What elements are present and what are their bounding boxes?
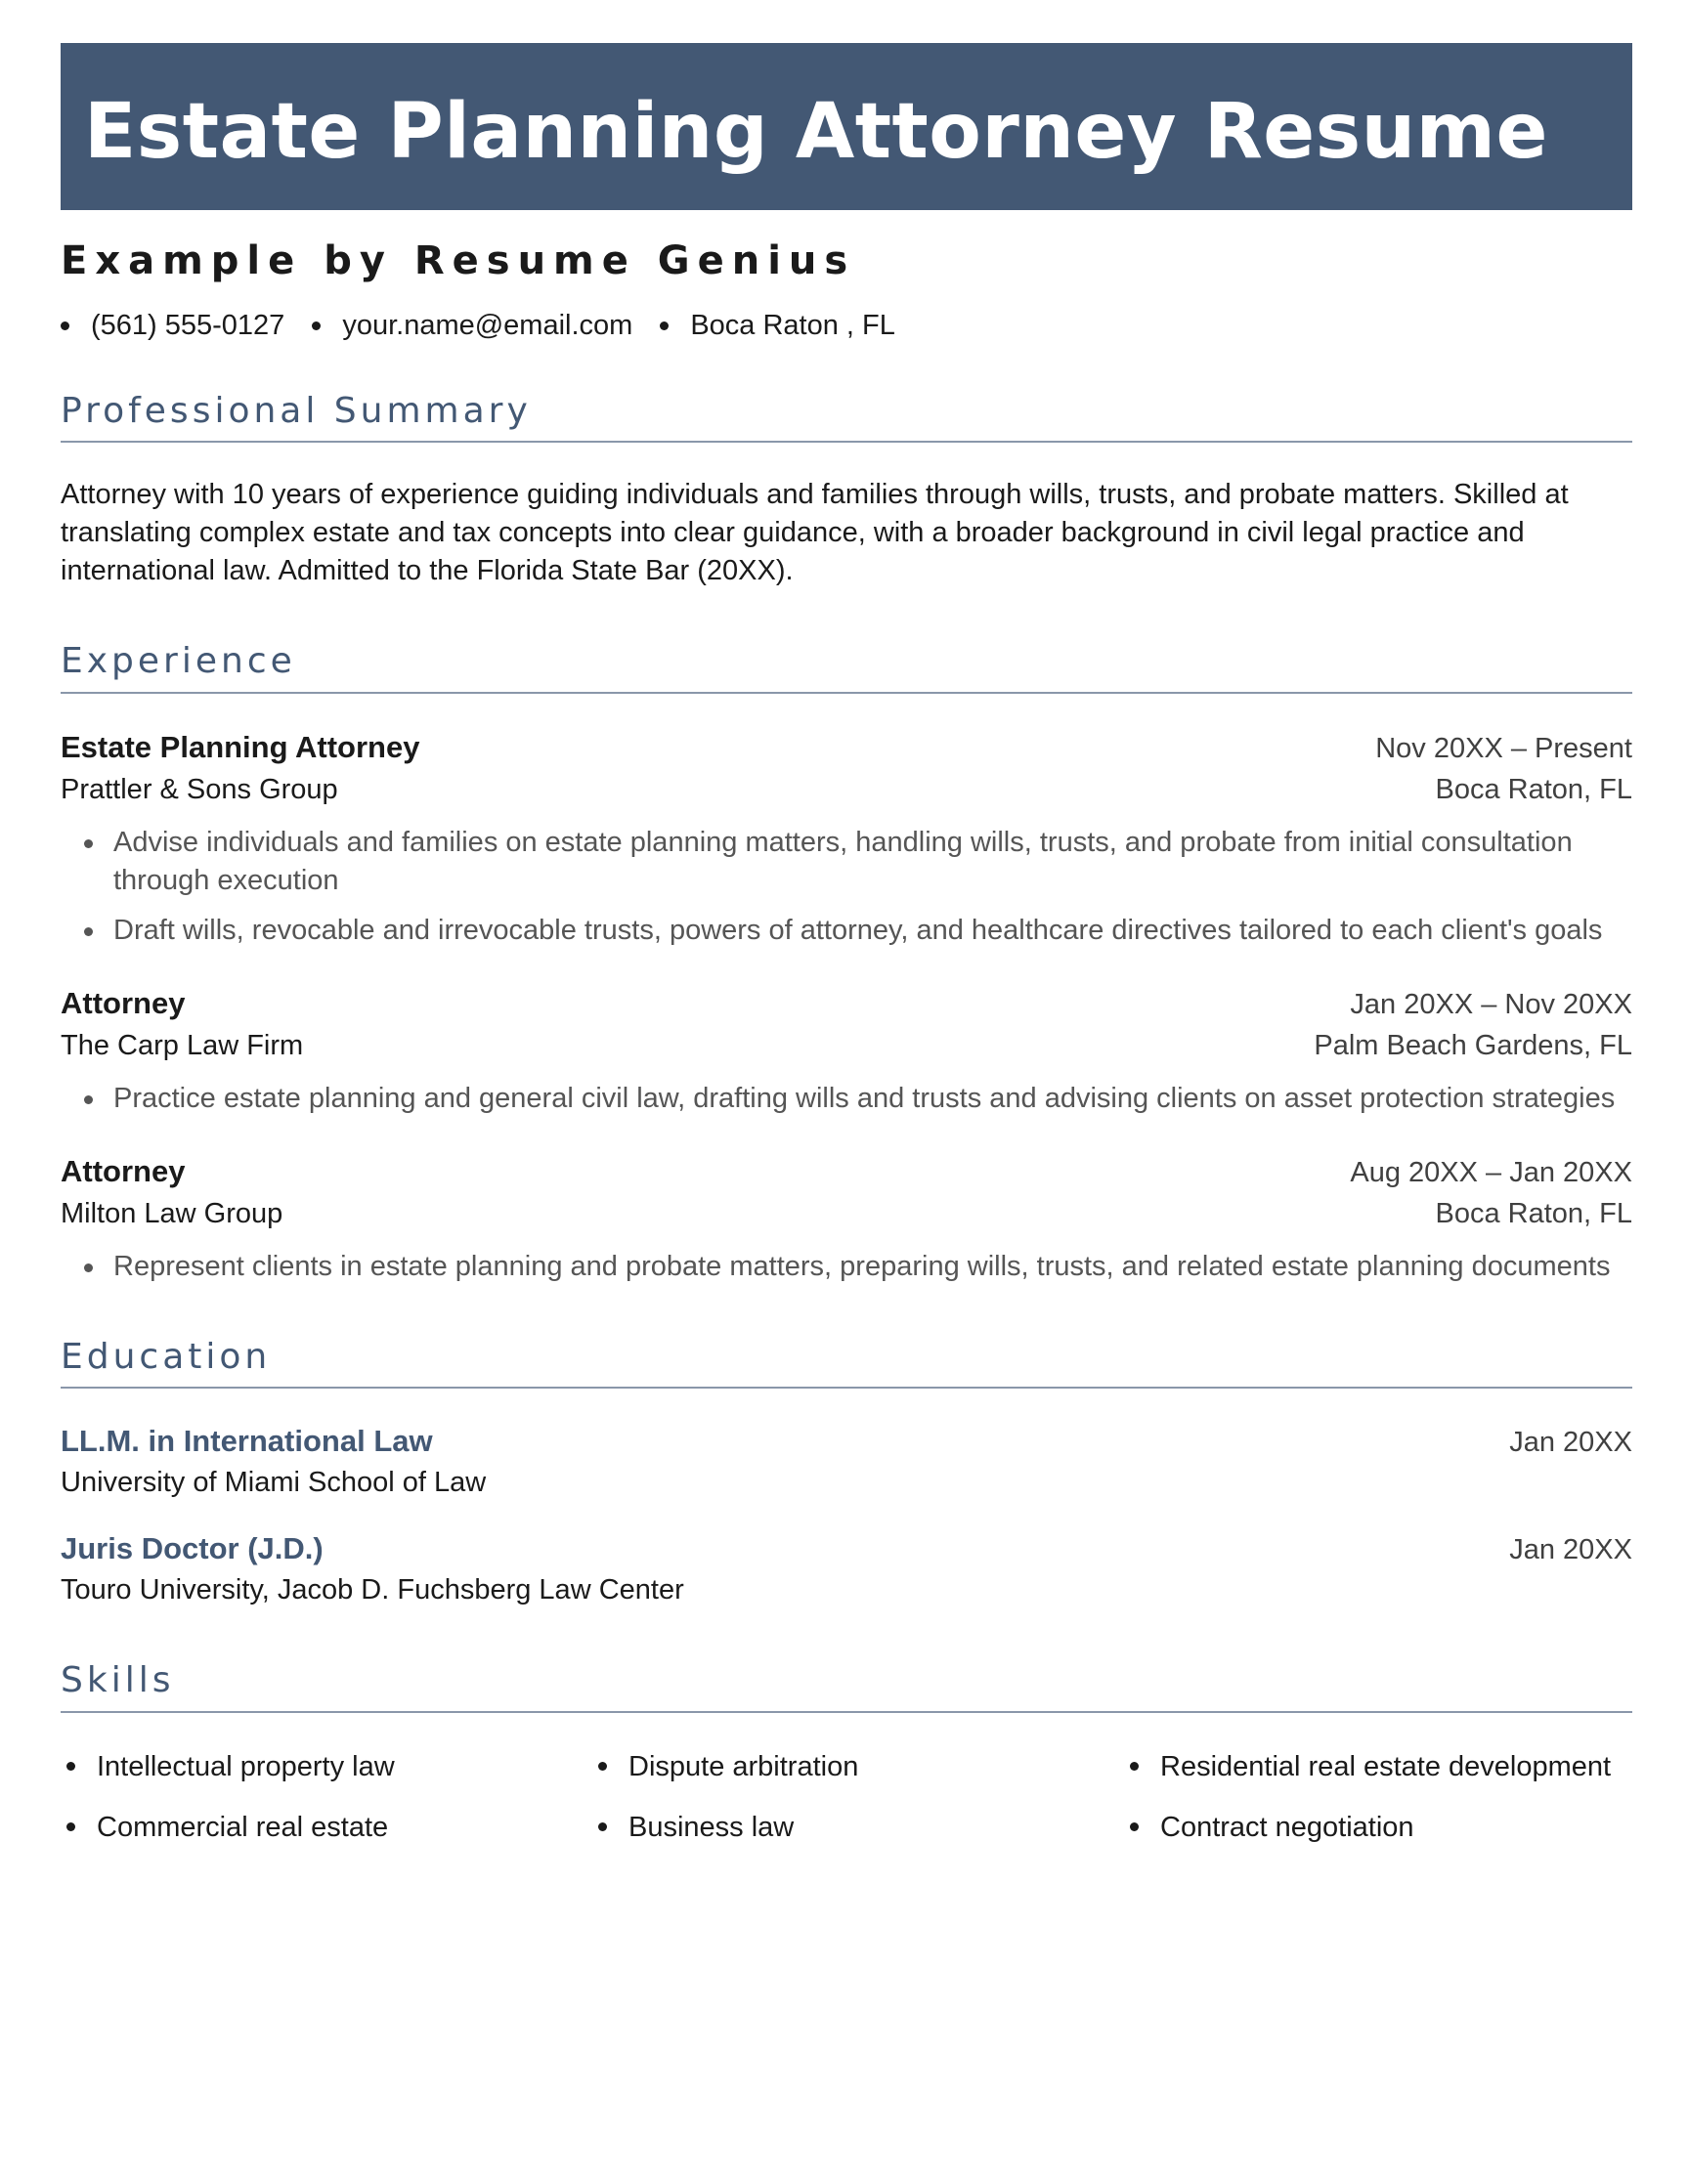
summary-section	[61, 391, 1632, 590]
school-name: Touro University, Jacob D. Fuchsberg Law Center	[61, 1574, 684, 1606]
contact-info	[61, 312, 1632, 340]
job-bullet: Advise individuals and families on estate planning matters, handling wills, trusts, and probate from initial consultation through execution	[61, 824, 1632, 900]
experience-section	[61, 641, 1632, 1285]
skill-item	[61, 1748, 592, 1785]
job-bullets	[61, 1080, 1632, 1118]
resume-page	[61, 43, 1632, 1846]
job-location: Boca Raton, FL	[1435, 773, 1632, 805]
title-banner	[61, 43, 1632, 210]
skills-section	[61, 1660, 1632, 1845]
degree-title: LL.M. in International Law	[61, 1424, 433, 1459]
job-location: Palm Beach Gardens, FL	[1314, 1029, 1632, 1061]
skill-label: Commercial real estate	[97, 1811, 389, 1843]
job-company: Milton Law Group	[61, 1197, 283, 1229]
summary-heading: Professional Summary	[61, 391, 1632, 443]
bullet-icon	[312, 321, 321, 330]
job-title: Attorney	[61, 1153, 186, 1188]
location-text: Boca Raton , FL	[690, 310, 895, 341]
contact-email	[312, 312, 632, 340]
skill-label: Dispute arbitration	[628, 1750, 859, 1782]
subtitle: Example by Resume Genius	[61, 238, 856, 283]
contact-phone	[61, 312, 284, 340]
degree-date: Jan 20XX	[1509, 1534, 1632, 1566]
job-dates: Jan 20XX – Nov 20XX	[1350, 988, 1632, 1020]
job-title: Estate Planning Attorney	[61, 729, 420, 764]
degree-title: Juris Doctor (J.D.)	[61, 1531, 324, 1566]
summary-text: Attorney with 10 years of experience guiding individuals and families through wills, trusts, and probate matters. Skilled at translating complex estate and tax concepts into clear guidance, with a broader background in civil legal practice and international law. Admitted to the Florida State Bar (20XX).	[61, 479, 1569, 587]
bullet-icon	[1130, 1822, 1139, 1831]
skills-list	[61, 1748, 1632, 1846]
job-dates: Nov 20XX – Present	[1375, 732, 1632, 764]
skill-label: Business law	[628, 1811, 795, 1843]
bullet-icon	[61, 321, 69, 330]
phone-text: (561) 555-0127	[91, 310, 285, 341]
job-entry	[61, 1151, 1632, 1286]
skills-heading: Skills	[61, 1660, 1632, 1712]
job-bullet: Draft wills, revocable and irrevocable trusts, powers of attorney, and healthcare directives tailored to each client's goals	[61, 912, 1632, 950]
email-text: your.name@email.com	[342, 310, 633, 341]
education-section	[61, 1337, 1632, 1609]
bullet-icon	[66, 1822, 75, 1831]
bullet-icon	[660, 321, 669, 330]
job-entry	[61, 727, 1632, 950]
job-entry	[61, 983, 1632, 1118]
skill-item	[1124, 1748, 1632, 1785]
job-bullet: Represent clients in estate planning and probate matters, preparing wills, trusts, and related estate planning documents	[61, 1248, 1632, 1286]
bullet-icon	[1130, 1762, 1139, 1771]
job-bullet: Practice estate planning and general civil law, drafting wills and trusts and advising clients on asset protection strategies	[61, 1080, 1632, 1118]
bullet-icon	[66, 1762, 75, 1771]
degree-date: Jan 20XX	[1509, 1427, 1632, 1459]
bullet-icon	[598, 1762, 607, 1771]
school-name: University of Miami School of Law	[61, 1467, 487, 1499]
skill-label: Intellectual property law	[97, 1750, 395, 1782]
skill-item	[1124, 1809, 1632, 1846]
skill-label: Contract negotiation	[1160, 1811, 1414, 1843]
skill-label: Residential real estate development	[1160, 1750, 1612, 1782]
skill-item	[61, 1809, 592, 1846]
skill-item	[592, 1748, 1124, 1785]
education-heading: Education	[61, 1337, 1632, 1389]
job-location: Boca Raton, FL	[1435, 1197, 1632, 1229]
contact-location	[660, 312, 895, 340]
job-dates: Aug 20XX – Jan 20XX	[1350, 1156, 1632, 1188]
skill-item	[592, 1809, 1124, 1846]
bullet-icon	[598, 1822, 607, 1831]
job-bullets	[61, 1248, 1632, 1286]
experience-heading: Experience	[61, 641, 1632, 693]
job-title: Attorney	[61, 985, 186, 1020]
job-bullets	[61, 824, 1632, 950]
education-entry	[61, 1422, 1632, 1502]
job-company: The Carp Law Firm	[61, 1029, 304, 1061]
education-entry	[61, 1529, 1632, 1609]
job-company: Prattler & Sons Group	[61, 773, 338, 805]
page-title: Estate Planning Attorney Resume	[84, 87, 1548, 176]
